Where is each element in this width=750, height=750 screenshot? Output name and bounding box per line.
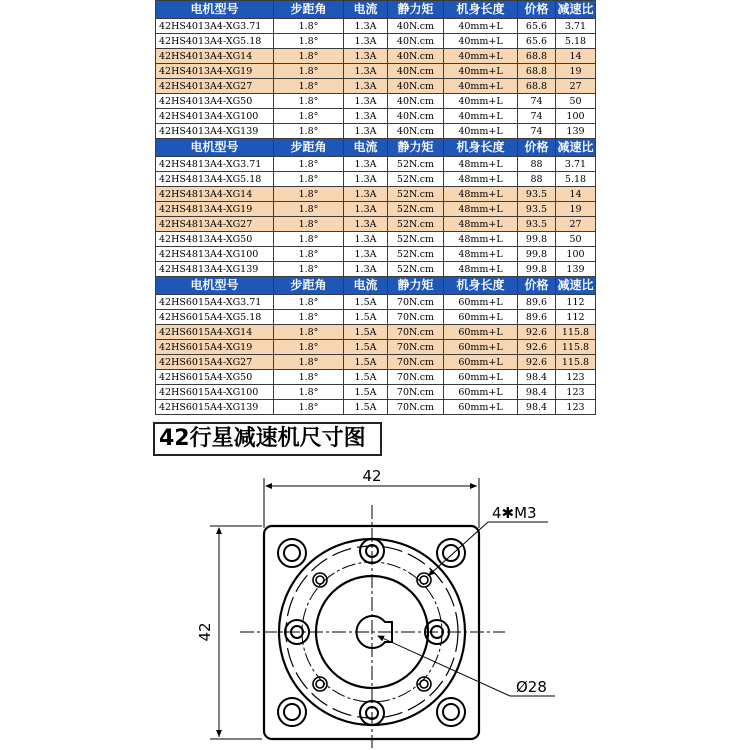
table-cell-current: 1.3A [344, 94, 388, 109]
table-cell-current: 1.3A [344, 124, 388, 139]
table-cell-price: 92.6 [518, 340, 556, 355]
table-cell-current: 1.3A [344, 202, 388, 217]
hole-label: 4✱M3 [492, 504, 537, 522]
table-cell-torque: 70N.cm [388, 310, 444, 325]
table-cell-model: 42HS4813A4-XG3.71 [156, 157, 274, 172]
table-cell-ratio: 50 [556, 232, 596, 247]
table-cell-current: 1.5A [344, 370, 388, 385]
table-cell-torque: 40N.cm [388, 64, 444, 79]
table-cell-length: 40mm+L [444, 19, 518, 34]
table-cell-step: 1.8° [274, 340, 344, 355]
table-cell-ratio: 112 [556, 310, 596, 325]
table-cell-model: 42HS6015A4-XG50 [156, 370, 274, 385]
table-cell-current: 1.3A [344, 247, 388, 262]
table-cell-torque: 70N.cm [388, 325, 444, 340]
column-header: 机身长度 [444, 1, 518, 19]
table-cell-price: 68.8 [518, 64, 556, 79]
table-cell-current: 1.5A [344, 310, 388, 325]
table-cell-model: 42HS4013A4-XG50 [156, 94, 274, 109]
table-cell-price: 65.6 [518, 19, 556, 34]
table-cell-step: 1.8° [274, 232, 344, 247]
table-cell-torque: 70N.cm [388, 340, 444, 355]
table-cell-length: 60mm+L [444, 370, 518, 385]
table-cell-torque: 52N.cm [388, 217, 444, 232]
table-cell-price: 74 [518, 94, 556, 109]
table-cell-torque: 52N.cm [388, 172, 444, 187]
table-cell-length: 60mm+L [444, 295, 518, 310]
table-cell-current: 1.3A [344, 64, 388, 79]
table-cell-step: 1.8° [274, 187, 344, 202]
table-cell-torque: 40N.cm [388, 19, 444, 34]
table-cell-price: 93.5 [518, 202, 556, 217]
table-cell-price: 68.8 [518, 49, 556, 64]
table-cell-length: 40mm+L [444, 34, 518, 49]
table-cell-ratio: 115.8 [556, 340, 596, 355]
table-cell-price: 98.4 [518, 400, 556, 415]
table-cell-price: 89.6 [518, 295, 556, 310]
table-cell-step: 1.8° [274, 247, 344, 262]
table-cell-step: 1.8° [274, 94, 344, 109]
table-cell-torque: 40N.cm [388, 34, 444, 49]
table-cell-price: 93.5 [518, 217, 556, 232]
table-cell-price: 88 [518, 172, 556, 187]
table-cell-length: 40mm+L [444, 94, 518, 109]
table-cell-price: 74 [518, 124, 556, 139]
table-cell-ratio: 19 [556, 202, 596, 217]
table-cell-step: 1.8° [274, 19, 344, 34]
table-cell-ratio: 115.8 [556, 355, 596, 370]
column-header: 步距角 [274, 139, 344, 157]
table-cell-current: 1.5A [344, 340, 388, 355]
column-header: 减速比 [556, 277, 596, 295]
table-cell-step: 1.8° [274, 79, 344, 94]
column-header: 电机型号 [156, 1, 274, 19]
table-cell-step: 1.8° [274, 325, 344, 340]
table-cell-current: 1.3A [344, 232, 388, 247]
column-header: 减速比 [556, 139, 596, 157]
table-cell-model: 42HS6015A4-XG3.71 [156, 295, 274, 310]
table-cell-model: 42HS6015A4-XG19 [156, 340, 274, 355]
table-cell-current: 1.3A [344, 157, 388, 172]
table-cell-length: 40mm+L [444, 49, 518, 64]
table-cell-model: 42HS6015A4-XG14 [156, 325, 274, 340]
table-cell-step: 1.8° [274, 310, 344, 325]
column-header: 电机型号 [156, 277, 274, 295]
table-cell-current: 1.3A [344, 19, 388, 34]
table-cell-ratio: 100 [556, 109, 596, 124]
table-cell-step: 1.8° [274, 370, 344, 385]
table-cell-step: 1.8° [274, 124, 344, 139]
column-header: 电流 [344, 139, 388, 157]
table-cell-ratio: 5.18 [556, 34, 596, 49]
table-cell-price: 74 [518, 109, 556, 124]
diameter-callout [378, 636, 555, 696]
table-cell-model: 42HS4013A4-XG100 [156, 109, 274, 124]
table-cell-price: 88 [518, 157, 556, 172]
table-cell-torque: 40N.cm [388, 109, 444, 124]
table-cell-length: 48mm+L [444, 202, 518, 217]
table-cell-model: 42HS4813A4-XG14 [156, 187, 274, 202]
table-cell-ratio: 3.71 [556, 157, 596, 172]
table-cell-torque: 70N.cm [388, 370, 444, 385]
column-header: 静力矩 [388, 1, 444, 19]
table-cell-price: 98.4 [518, 385, 556, 400]
table-cell-step: 1.8° [274, 109, 344, 124]
table-cell-price: 99.8 [518, 262, 556, 277]
table-cell-step: 1.8° [274, 49, 344, 64]
table-cell-step: 1.8° [274, 295, 344, 310]
table-cell-current: 1.3A [344, 109, 388, 124]
table-cell-length: 48mm+L [444, 217, 518, 232]
table-cell-ratio: 100 [556, 247, 596, 262]
height-label: 42 [196, 622, 214, 642]
width-label: 42 [362, 467, 382, 485]
table-cell-model: 42HS4013A4-XG27 [156, 79, 274, 94]
table-cell-model: 42HS4813A4-XG5.18 [156, 172, 274, 187]
table-cell-length: 40mm+L [444, 64, 518, 79]
table-cell-length: 60mm+L [444, 385, 518, 400]
table-cell-model: 42HS4013A4-XG5.18 [156, 34, 274, 49]
table-cell-ratio: 139 [556, 262, 596, 277]
table-cell-step: 1.8° [274, 385, 344, 400]
diameter-label: Ø28 [516, 678, 547, 696]
table-cell-torque: 40N.cm [388, 49, 444, 64]
table-cell-ratio: 123 [556, 370, 596, 385]
table-cell-step: 1.8° [274, 400, 344, 415]
table-cell-step: 1.8° [274, 217, 344, 232]
table-cell-step: 1.8° [274, 157, 344, 172]
table-cell-price: 99.8 [518, 232, 556, 247]
table-cell-length: 40mm+L [444, 124, 518, 139]
table-cell-torque: 52N.cm [388, 157, 444, 172]
table-cell-ratio: 123 [556, 385, 596, 400]
table-cell-model: 42HS4013A4-XG3.71 [156, 19, 274, 34]
table-cell-model: 42HS4813A4-XG100 [156, 247, 274, 262]
table-cell-step: 1.8° [274, 202, 344, 217]
table-cell-ratio: 112 [556, 295, 596, 310]
table-cell-model: 42HS4013A4-XG139 [156, 124, 274, 139]
column-header: 步距角 [274, 1, 344, 19]
column-header: 电机型号 [156, 139, 274, 157]
table-cell-step: 1.8° [274, 64, 344, 79]
table-cell-ratio: 27 [556, 217, 596, 232]
table-cell-ratio: 50 [556, 94, 596, 109]
table-cell-torque: 40N.cm [388, 79, 444, 94]
table-cell-ratio: 139 [556, 124, 596, 139]
table-cell-length: 40mm+L [444, 79, 518, 94]
table-cell-length: 60mm+L [444, 340, 518, 355]
table-cell-torque: 52N.cm [388, 187, 444, 202]
table-cell-current: 1.3A [344, 34, 388, 49]
column-header: 价格 [518, 139, 556, 157]
drawing-title: 42行星减速机尺寸图 [153, 422, 382, 456]
table-cell-model: 42HS6015A4-XG100 [156, 385, 274, 400]
table-cell-length: 60mm+L [444, 310, 518, 325]
table-cell-current: 1.3A [344, 187, 388, 202]
table-cell-torque: 70N.cm [388, 355, 444, 370]
table-cell-price: 68.8 [518, 79, 556, 94]
table-cell-current: 1.3A [344, 262, 388, 277]
table-cell-torque: 70N.cm [388, 295, 444, 310]
table-cell-model: 42HS4813A4-XG50 [156, 232, 274, 247]
table-cell-model: 42HS6015A4-XG27 [156, 355, 274, 370]
table-cell-ratio: 3.71 [556, 19, 596, 34]
table-cell-model: 42HS4813A4-XG27 [156, 217, 274, 232]
table-cell-model: 42HS4013A4-XG19 [156, 64, 274, 79]
column-header: 步距角 [274, 277, 344, 295]
table-cell-price: 65.6 [518, 34, 556, 49]
table-cell-model: 42HS6015A4-XG5.18 [156, 310, 274, 325]
table-cell-price: 99.8 [518, 247, 556, 262]
column-header: 静力矩 [388, 277, 444, 295]
table-cell-current: 1.5A [344, 295, 388, 310]
column-header: 静力矩 [388, 139, 444, 157]
table-cell-price: 98.4 [518, 370, 556, 385]
table-cell-length: 60mm+L [444, 325, 518, 340]
column-header: 减速比 [556, 1, 596, 19]
table-cell-current: 1.3A [344, 49, 388, 64]
table-cell-length: 40mm+L [444, 109, 518, 124]
table-cell-length: 60mm+L [444, 355, 518, 370]
table-cell-ratio: 5.18 [556, 172, 596, 187]
table-cell-length: 48mm+L [444, 187, 518, 202]
table-cell-length: 48mm+L [444, 262, 518, 277]
column-header: 价格 [518, 277, 556, 295]
table-cell-price: 92.6 [518, 355, 556, 370]
table-cell-step: 1.8° [274, 172, 344, 187]
table-cell-torque: 52N.cm [388, 232, 444, 247]
table-cell-model: 42HS6015A4-XG139 [156, 400, 274, 415]
table-cell-current: 1.5A [344, 325, 388, 340]
column-header: 价格 [518, 1, 556, 19]
table-cell-length: 48mm+L [444, 232, 518, 247]
column-header: 电流 [344, 1, 388, 19]
table-cell-step: 1.8° [274, 355, 344, 370]
table-cell-torque: 40N.cm [388, 94, 444, 109]
table-cell-current: 1.3A [344, 172, 388, 187]
table-cell-model: 42HS4013A4-XG14 [156, 49, 274, 64]
table-cell-length: 60mm+L [444, 400, 518, 415]
table-cell-torque: 52N.cm [388, 262, 444, 277]
table-cell-ratio: 14 [556, 49, 596, 64]
column-header: 电流 [344, 277, 388, 295]
table-cell-ratio: 27 [556, 79, 596, 94]
table-cell-current: 1.3A [344, 79, 388, 94]
table-cell-torque: 52N.cm [388, 247, 444, 262]
table-cell-ratio: 123 [556, 400, 596, 415]
column-header: 机身长度 [444, 139, 518, 157]
table-cell-length: 48mm+L [444, 247, 518, 262]
table-cell-current: 1.3A [344, 217, 388, 232]
column-header: 机身长度 [444, 277, 518, 295]
table-cell-current: 1.5A [344, 355, 388, 370]
table-cell-ratio: 19 [556, 64, 596, 79]
table-cell-price: 93.5 [518, 187, 556, 202]
table-cell-price: 89.6 [518, 310, 556, 325]
table-cell-ratio: 14 [556, 187, 596, 202]
table-cell-model: 42HS4813A4-XG19 [156, 202, 274, 217]
table-cell-ratio: 115.8 [556, 325, 596, 340]
table-cell-model: 42HS4813A4-XG139 [156, 262, 274, 277]
table-cell-step: 1.8° [274, 262, 344, 277]
table-cell-length: 48mm+L [444, 172, 518, 187]
table-cell-torque: 52N.cm [388, 202, 444, 217]
table-cell-price: 92.6 [518, 325, 556, 340]
table-cell-length: 48mm+L [444, 157, 518, 172]
table-cell-step: 1.8° [274, 34, 344, 49]
table-cell-torque: 70N.cm [388, 385, 444, 400]
table-cell-current: 1.5A [344, 400, 388, 415]
table-cell-torque: 40N.cm [388, 124, 444, 139]
table-cell-current: 1.5A [344, 385, 388, 400]
table-cell-torque: 70N.cm [388, 400, 444, 415]
